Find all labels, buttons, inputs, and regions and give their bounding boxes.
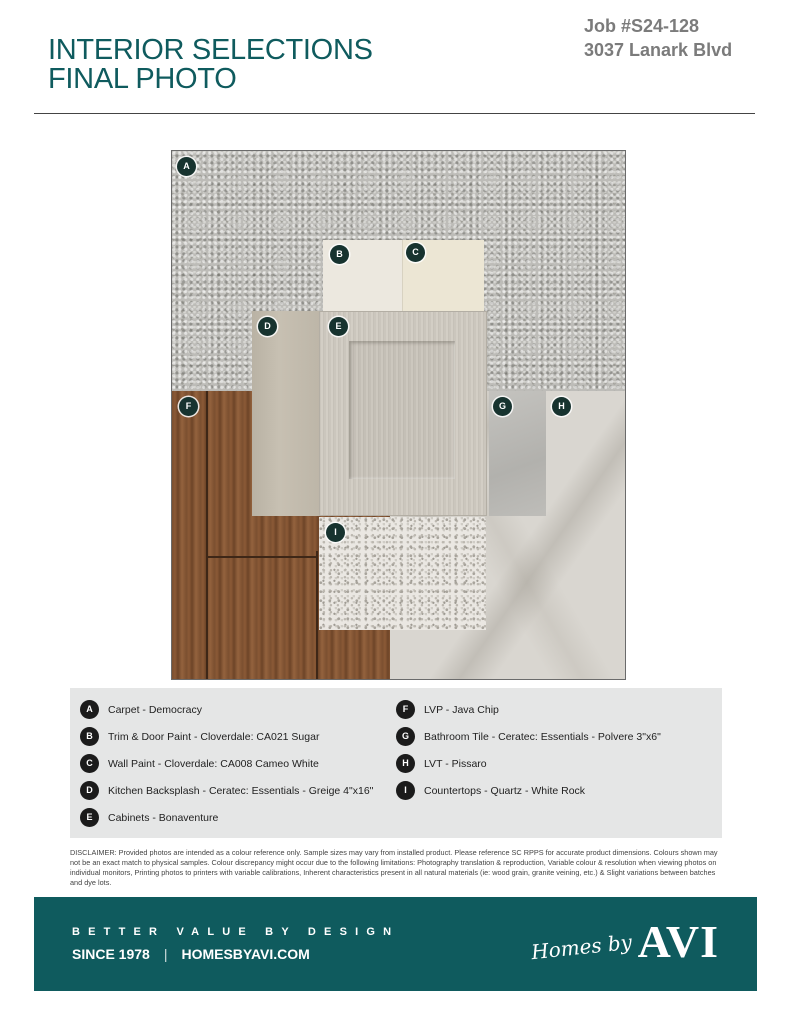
badge-a: A xyxy=(177,157,196,176)
legend-column-right xyxy=(396,696,661,804)
logo-mark-text: AVI xyxy=(637,916,719,967)
legend-badge: H xyxy=(396,754,415,773)
legend-badge: F xyxy=(396,700,415,719)
job-address: 3037 Lanark Blvd xyxy=(584,40,733,60)
legend-item xyxy=(80,750,373,777)
page-title-line2: FINAL PHOTO xyxy=(48,63,237,95)
job-number: Job #S24-128 xyxy=(584,16,700,36)
legend-item xyxy=(396,750,661,777)
legend-text: LVP - Java Chip xyxy=(424,703,499,716)
logo-script-text: Homes by xyxy=(529,929,633,965)
header-divider xyxy=(34,113,755,114)
legend-item xyxy=(80,804,373,831)
selections-legend xyxy=(70,688,722,838)
backsplash-swatch xyxy=(252,311,320,516)
legend-badge: A xyxy=(80,700,99,719)
legend-text: Wall Paint - Cloverdale: CA008 Cameo White xyxy=(108,757,319,770)
legend-badge: D xyxy=(80,781,99,800)
legend-item xyxy=(396,696,661,723)
cabinet-recessed-panel xyxy=(349,341,455,479)
legend-text: Carpet - Democracy xyxy=(108,703,202,716)
legend-item xyxy=(396,777,661,804)
footer-separator: | xyxy=(163,946,168,962)
badge-f: F xyxy=(179,397,198,416)
badge-b: B xyxy=(330,245,349,264)
legend-badge: C xyxy=(80,754,99,773)
legend-badge: E xyxy=(80,808,99,827)
footer-info xyxy=(72,946,310,962)
lvp-plank-seam xyxy=(206,556,316,558)
badge-e: E xyxy=(329,317,348,336)
legend-text: LVT - Pissaro xyxy=(424,757,487,770)
legend-text: Cabinets - Bonaventure xyxy=(108,811,219,824)
legend-text: Trim & Door Paint - Cloverdale: CA021 Sugar xyxy=(108,730,320,743)
lvp-plank-seam xyxy=(316,551,318,679)
legend-column-left xyxy=(80,696,373,831)
material-sample-board xyxy=(171,150,626,680)
badge-i: I xyxy=(326,523,345,542)
legend-text: Kitchen Backsplash - Ceratec: Essentials - Greige 4"x16" xyxy=(108,784,374,797)
job-info xyxy=(584,14,732,62)
homes-by-avi-logo xyxy=(529,916,719,967)
legend-badge: I xyxy=(396,781,415,800)
badge-d: D xyxy=(258,317,277,336)
legend-text: Countertops - Quartz - White Rock xyxy=(424,784,586,797)
badge-h: H xyxy=(552,397,571,416)
page-title-line1: INTERIOR SELECTIONS xyxy=(48,34,373,66)
badge-g: G xyxy=(493,397,512,416)
footer-website-link[interactable]: HOMESBYAVI.COM xyxy=(181,946,310,962)
lvp-plank-seam xyxy=(206,391,208,679)
legend-badge: G xyxy=(396,727,415,746)
badge-c: C xyxy=(406,243,425,262)
footer-banner xyxy=(34,897,757,991)
legend-text: Bathroom Tile - Ceratec: Essentials - Polvere 3"x6" xyxy=(424,730,661,743)
page-title xyxy=(48,36,373,94)
footer-tagline: BETTER VALUE BY DESIGN xyxy=(72,926,400,938)
footer-since: SINCE 1978 xyxy=(72,946,150,962)
legend-item xyxy=(80,723,373,750)
legend-item xyxy=(80,696,373,723)
legend-item xyxy=(396,723,661,750)
cabinet-door-swatch xyxy=(319,311,487,516)
disclaimer-text: DISCLAIMER: Provided photos are intended as a colour reference only. Sample sizes may vary from installed product. Please reference SC RPPS for accurate product dimensions. Colours shown may not be an exact match to physical samples. Colour discrepancy might occur due to the following limitations: Photography translation & reproduction, Variable colour & resolution when viewing photos on individual monitors, Printing photos to printers with variable calibrations, Inherent characteristics present in all natural materials (ie: wood grain, granite veining, etc.) & Slight variations between batches and dye lots. xyxy=(70,848,718,887)
legend-item xyxy=(80,777,373,804)
legend-badge: B xyxy=(80,727,99,746)
